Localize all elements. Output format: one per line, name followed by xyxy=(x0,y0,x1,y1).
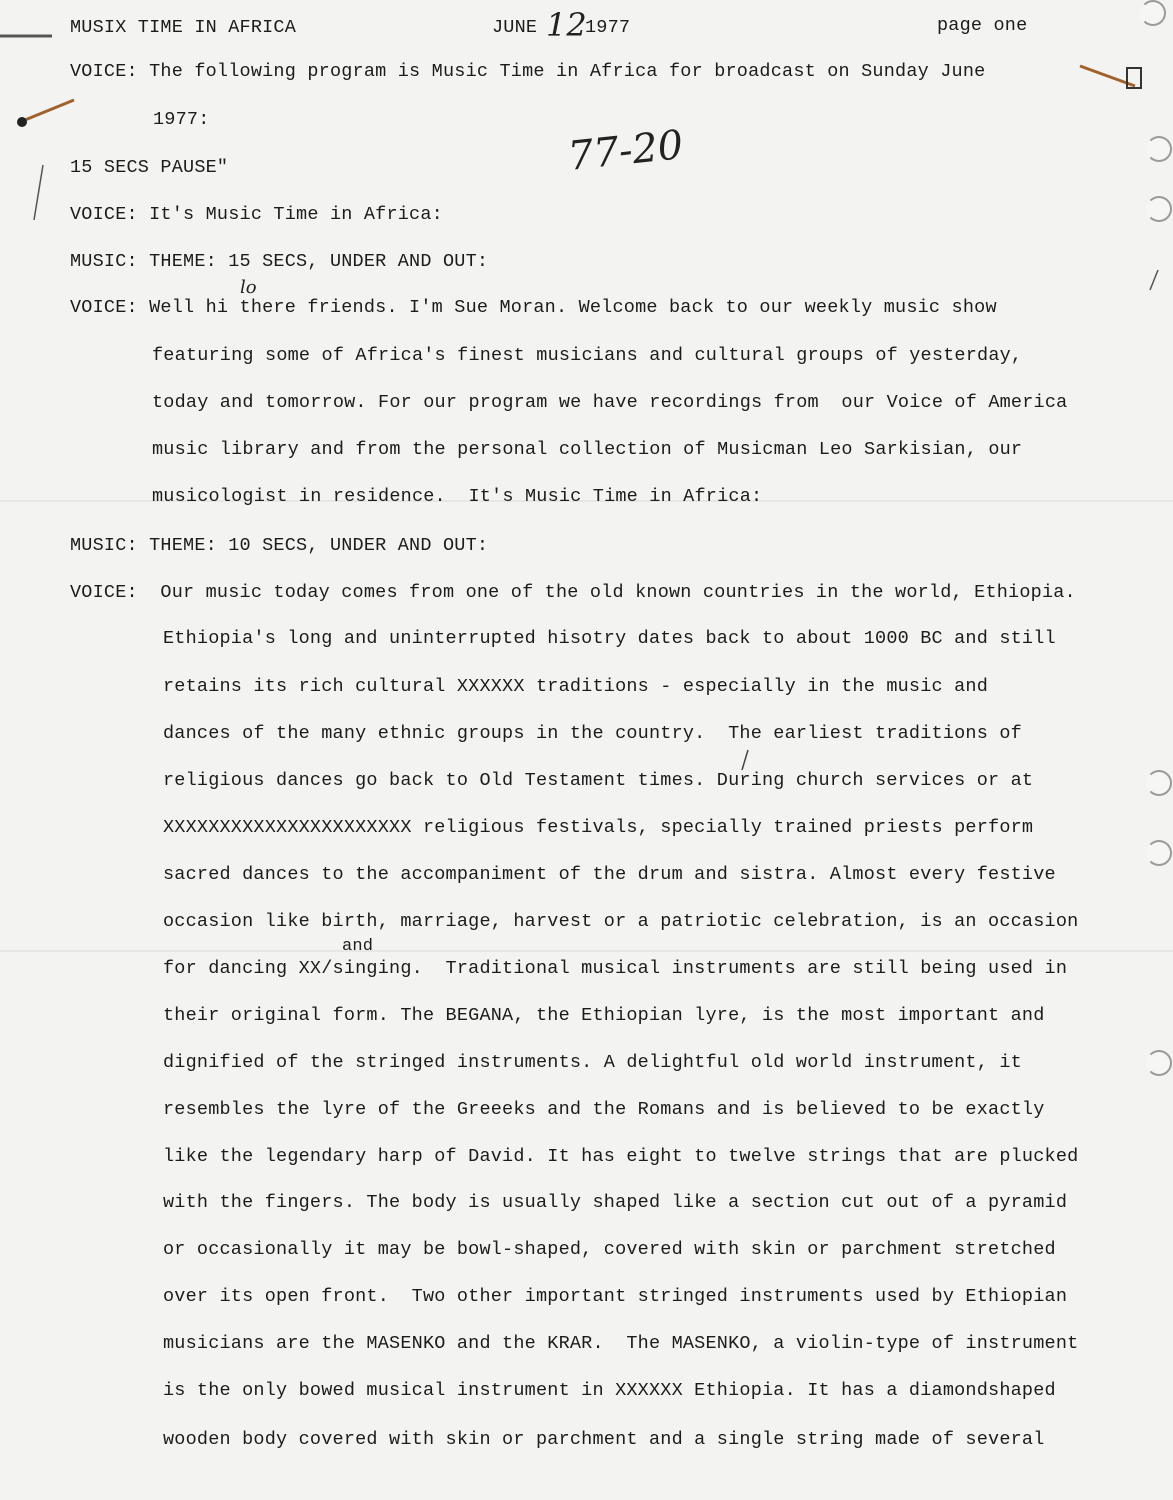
script-line: music library and from the personal collection of Musicman Leo Sarkisian, our xyxy=(152,439,1023,460)
script-line: VOICE: It's Music Time in Africa: xyxy=(70,204,443,225)
script-line: VOICE: The following program is Music Time in Africa for broadcast on Sunday June xyxy=(70,61,986,82)
script-line: religious dances go back to Old Testament times. During church services or at xyxy=(163,770,1034,791)
script-line: wooden body covered with skin or parchment and a single string made of several xyxy=(163,1429,1045,1450)
script-line: 15 SECS PAUSE" xyxy=(70,157,229,178)
script-line: for dancing XX/singing. Traditional musical instruments are still being used in xyxy=(163,958,1068,979)
header-date-handwritten-day: 12 xyxy=(546,6,587,44)
header-page-number: page one xyxy=(937,15,1028,36)
script-line: is the only bowed musical instrument in XXXXXX Ethiopia. It has a diamondshaped xyxy=(163,1380,1056,1401)
script-line: Ethiopia's long and uninterrupted hisotry dates back to about 1000 BC and still xyxy=(163,628,1056,649)
script-line: today and tomorrow. For our program we have recordings from our Voice of America xyxy=(152,392,1068,413)
handwritten-reference-number: 77-20 xyxy=(565,122,686,180)
script-line: dances of the many ethnic groups in the country. The earliest traditions of xyxy=(163,723,1022,744)
script-line: or occasionally it may be bowl-shaped, covered with skin or parchment stretched xyxy=(163,1239,1056,1260)
handwritten-insertion: lo xyxy=(240,277,257,298)
script-line: featuring some of Africa's finest musicians and cultural groups of yesterday, xyxy=(152,345,1023,366)
header-date-month: JUNE xyxy=(492,17,538,38)
script-line: dignified of the stringed instruments. A delightful old world instrument, it xyxy=(163,1052,1022,1073)
script-line: like the legendary harp of David. It has eight to twelve strings that are plucked xyxy=(163,1146,1079,1167)
header-title: MUSIX TIME IN AFRICA xyxy=(70,17,297,38)
script-line: resembles the lyre of the Greeeks and the Romans and is believed to be exactly xyxy=(163,1099,1045,1120)
script-line: MUSIC: THEME: 10 SECS, UNDER AND OUT: xyxy=(70,535,489,556)
script-line: their original form. The BEGANA, the Ethiopian lyre, is the most important and xyxy=(163,1005,1045,1026)
script-line: VOICE: Our music today comes from one of the old known countries in the world, Ethiopia. xyxy=(70,582,1076,603)
script-line: musicologist in residence. It's Music Time in Africa: xyxy=(152,486,763,507)
script-line: occasion like birth, marriage, harvest or a patriotic celebration, is an occasion xyxy=(163,911,1079,932)
script-line: MUSIC: THEME: 15 SECS, UNDER AND OUT: xyxy=(70,251,489,272)
script-line: XXXXXXXXXXXXXXXXXXXXXX religious festivals, specially trained priests perform xyxy=(163,817,1034,838)
script-line: sacred dances to the accompaniment of the drum and sistra. Almost every festive xyxy=(163,864,1056,885)
script-line: VOICE: Well hi there friends. I'm Sue Moran. Welcome back to our weekly music show xyxy=(70,297,997,318)
header-date-year: 1977 xyxy=(585,17,631,38)
script-line: retains its rich cultural XXXXXX traditions - especially in the music and xyxy=(163,676,989,697)
script-line: 1977: xyxy=(153,109,210,130)
typed-insertion-and: and xyxy=(342,937,374,956)
script-line: over its open front. Two other important stringed instruments used by Ethiopian xyxy=(163,1286,1068,1307)
script-line: musicians are the MASENKO and the KRAR. The MASENKO, a violin-type of instrument xyxy=(163,1333,1079,1354)
script-line: with the fingers. The body is usually shaped like a section cut out of a pyramid xyxy=(163,1192,1068,1213)
